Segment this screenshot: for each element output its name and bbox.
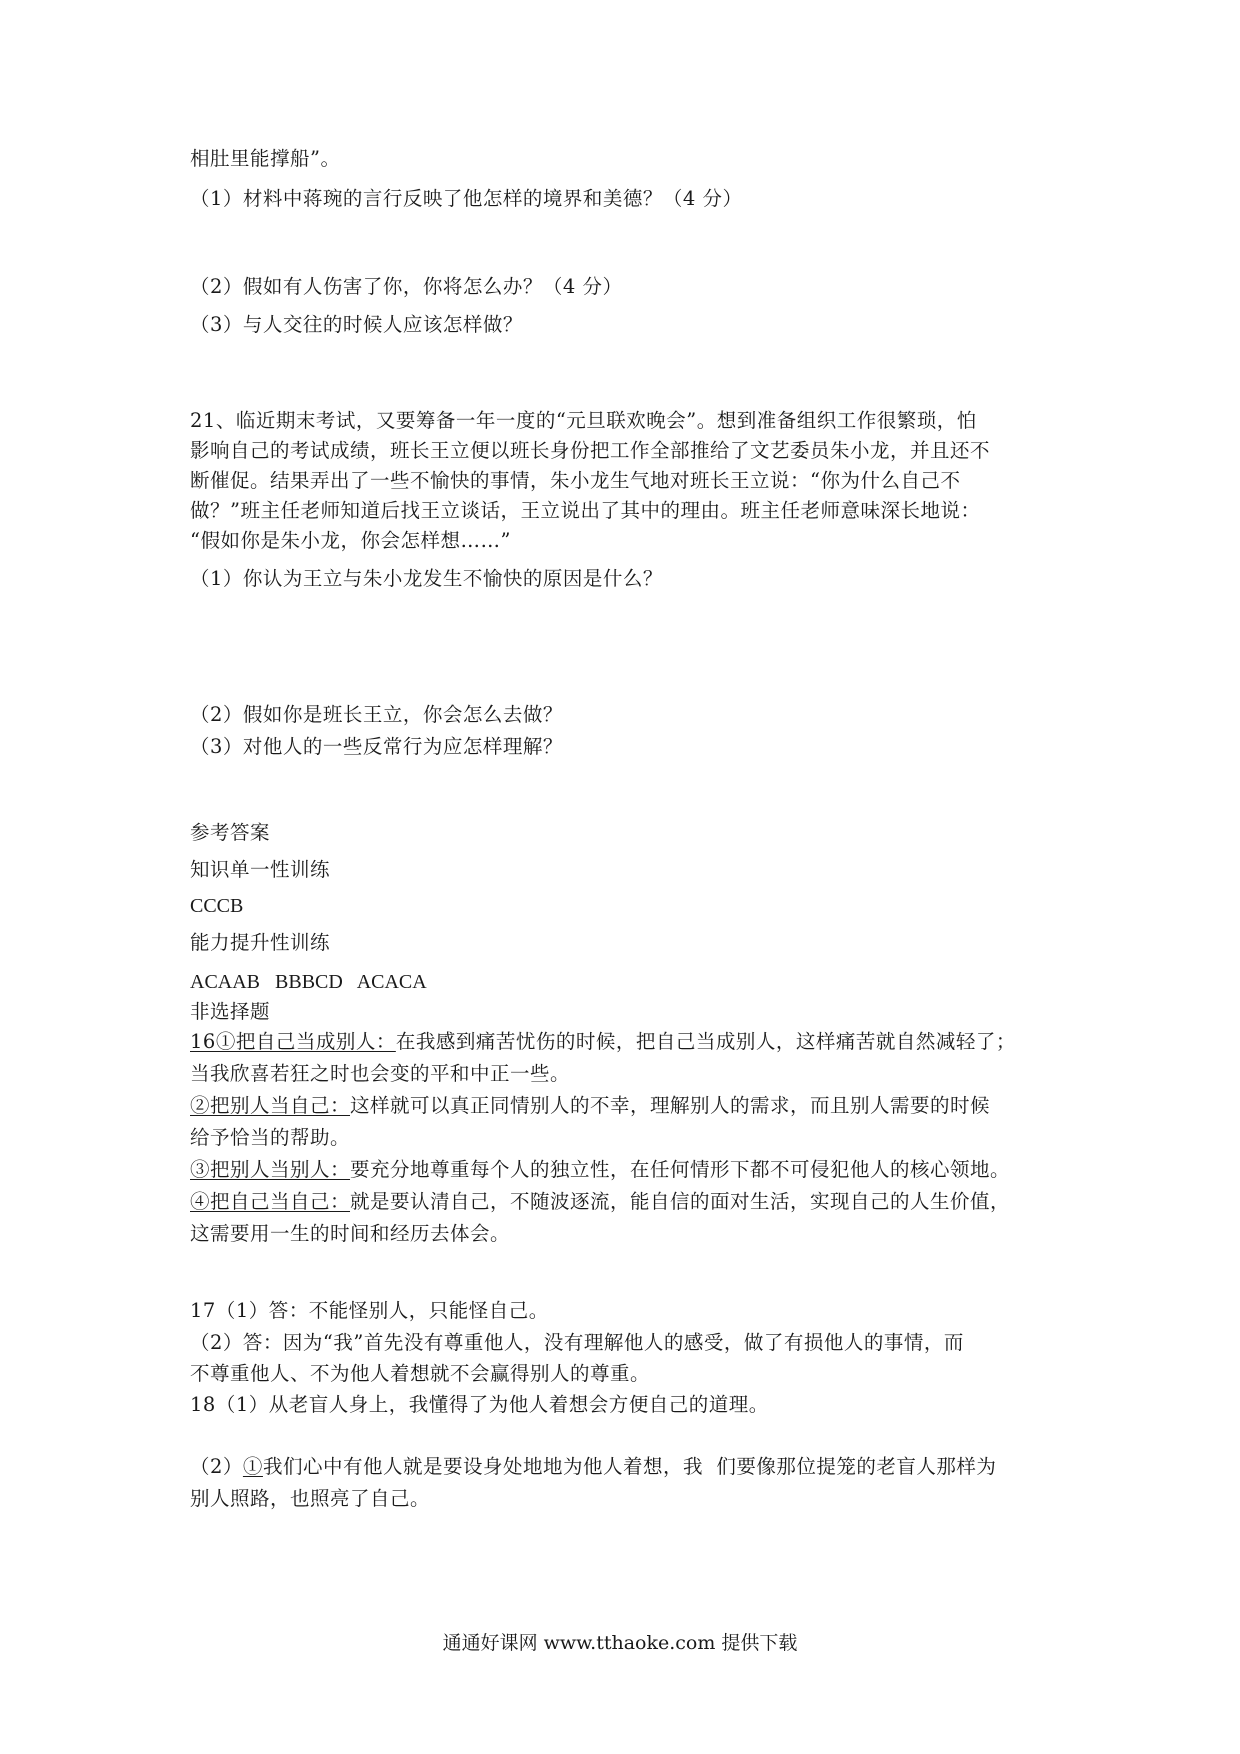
question-21-text: 21、临近期末考试，又要筹备一年一度的“元旦联欢晚会”。想到准备组织工作很繁琐，怕 [190, 409, 977, 432]
answer-18-1: 18（1）从老盲人身上，我懂得了为他人着想会方便自己的道理。 [190, 1393, 769, 1416]
answer-text: 要充分地尊重每个人的独立性，在任何情形下都不可侵犯他人的核心领地。 [350, 1158, 1011, 1181]
text-line: 相肚里能撑船”。 [190, 147, 341, 170]
answer-16-line [190, 1157, 1010, 1183]
page-footer: 通通好课网 www.tthaoke.com 提供下载 [442, 1632, 798, 1654]
answer-text: 别人照路，也照亮了自己。 [190, 1487, 431, 1510]
answer-text: 这样就可以真正同情别人的不幸，理解别人的需求，而且别人需要的时候 [350, 1094, 991, 1117]
answer-18-2 [190, 1454, 996, 1480]
question-21-text: 做？”班主任老师知道后找王立谈话，王立说出了其中的理由。班主任老师意味深长地说： [190, 499, 981, 522]
answer-17-1: 17（1）答：不能怪别人，只能怪自己。 [190, 1299, 549, 1322]
question-20-3: （3）与人交往的时候人应该怎样做？ [190, 313, 523, 336]
answer-text: （2） [190, 1455, 243, 1478]
answer-key: CCCB [190, 895, 244, 917]
answer-text: 就是要认清自己，不随波逐流，能自信的面对生活，实现自己的人生价值， [350, 1190, 1011, 1213]
answer-16-heading: 16①把自己当成别人： [190, 1030, 396, 1053]
question-21-text: “假如你是朱小龙，你会怎样想……” [190, 529, 511, 552]
answer-16-heading: ③把别人当别人： [190, 1158, 351, 1181]
answer-key: ACAAB BBBCD ACACA [190, 971, 427, 993]
answer-text: 我们心中有他人就是要设身处地地为他人着想，我 们要像那位提笼的老盲人那样为 [262, 1455, 997, 1478]
answer-text: 不尊重他人、不为他人着想就不会赢得别人的尊重。 [190, 1362, 651, 1385]
answer-text: 这需要用一生的时间和经历去体会。 [190, 1222, 511, 1245]
question-21-text: 断催促。结果弄出了一些不愉快的事情，朱小龙生气地对班长王立说：“你为什么自己不 [190, 469, 961, 492]
answer-17-2: （2）答：因为“我”首先没有尊重他人，没有理解他人的感受，做了有损他人的事情，而 [190, 1331, 964, 1354]
answer-16-line [190, 1029, 1016, 1055]
question-20-2: （2）假如有人伤害了你，你将怎么办？（4 分） [190, 275, 623, 298]
section-heading: 非选择题 [190, 1000, 271, 1023]
question-21-1: （1）你认为王立与朱小龙发生不愉快的原因是什么？ [190, 567, 663, 590]
answer-text: 当我欣喜若狂之时也会变的平和中正一些。 [190, 1062, 571, 1085]
question-21-2: （2）假如你是班长王立，你会怎么去做？ [190, 703, 563, 726]
answer-16-heading: ②把别人当自己： [190, 1094, 351, 1117]
answer-text: 给予恰当的帮助。 [190, 1126, 351, 1149]
answer-16-heading: ④把自己当自己： [190, 1190, 351, 1213]
question-20-1: （1）材料中蒋琬的言行反映了他怎样的境界和美德？（4 分） [190, 187, 743, 210]
answer-marker: ① [242, 1455, 263, 1478]
answers-heading: 参考答案 [190, 821, 271, 844]
answer-16-line [190, 1189, 1010, 1215]
answer-text: 在我感到痛苦忧伤的时候，把自己当成别人，这样痛苦就自然减轻了； [395, 1030, 1016, 1053]
answer-16-line [190, 1093, 990, 1119]
question-21-3: （3）对他人的一些反常行为应怎样理解？ [190, 735, 563, 758]
question-21-text: 影响自己的考试成绩，班长王立便以班长身份把工作全部推给了文艺委员朱小龙，并且还不 [190, 439, 991, 462]
section-heading: 知识单一性训练 [190, 858, 331, 881]
section-heading: 能力提升性训练 [190, 931, 331, 954]
